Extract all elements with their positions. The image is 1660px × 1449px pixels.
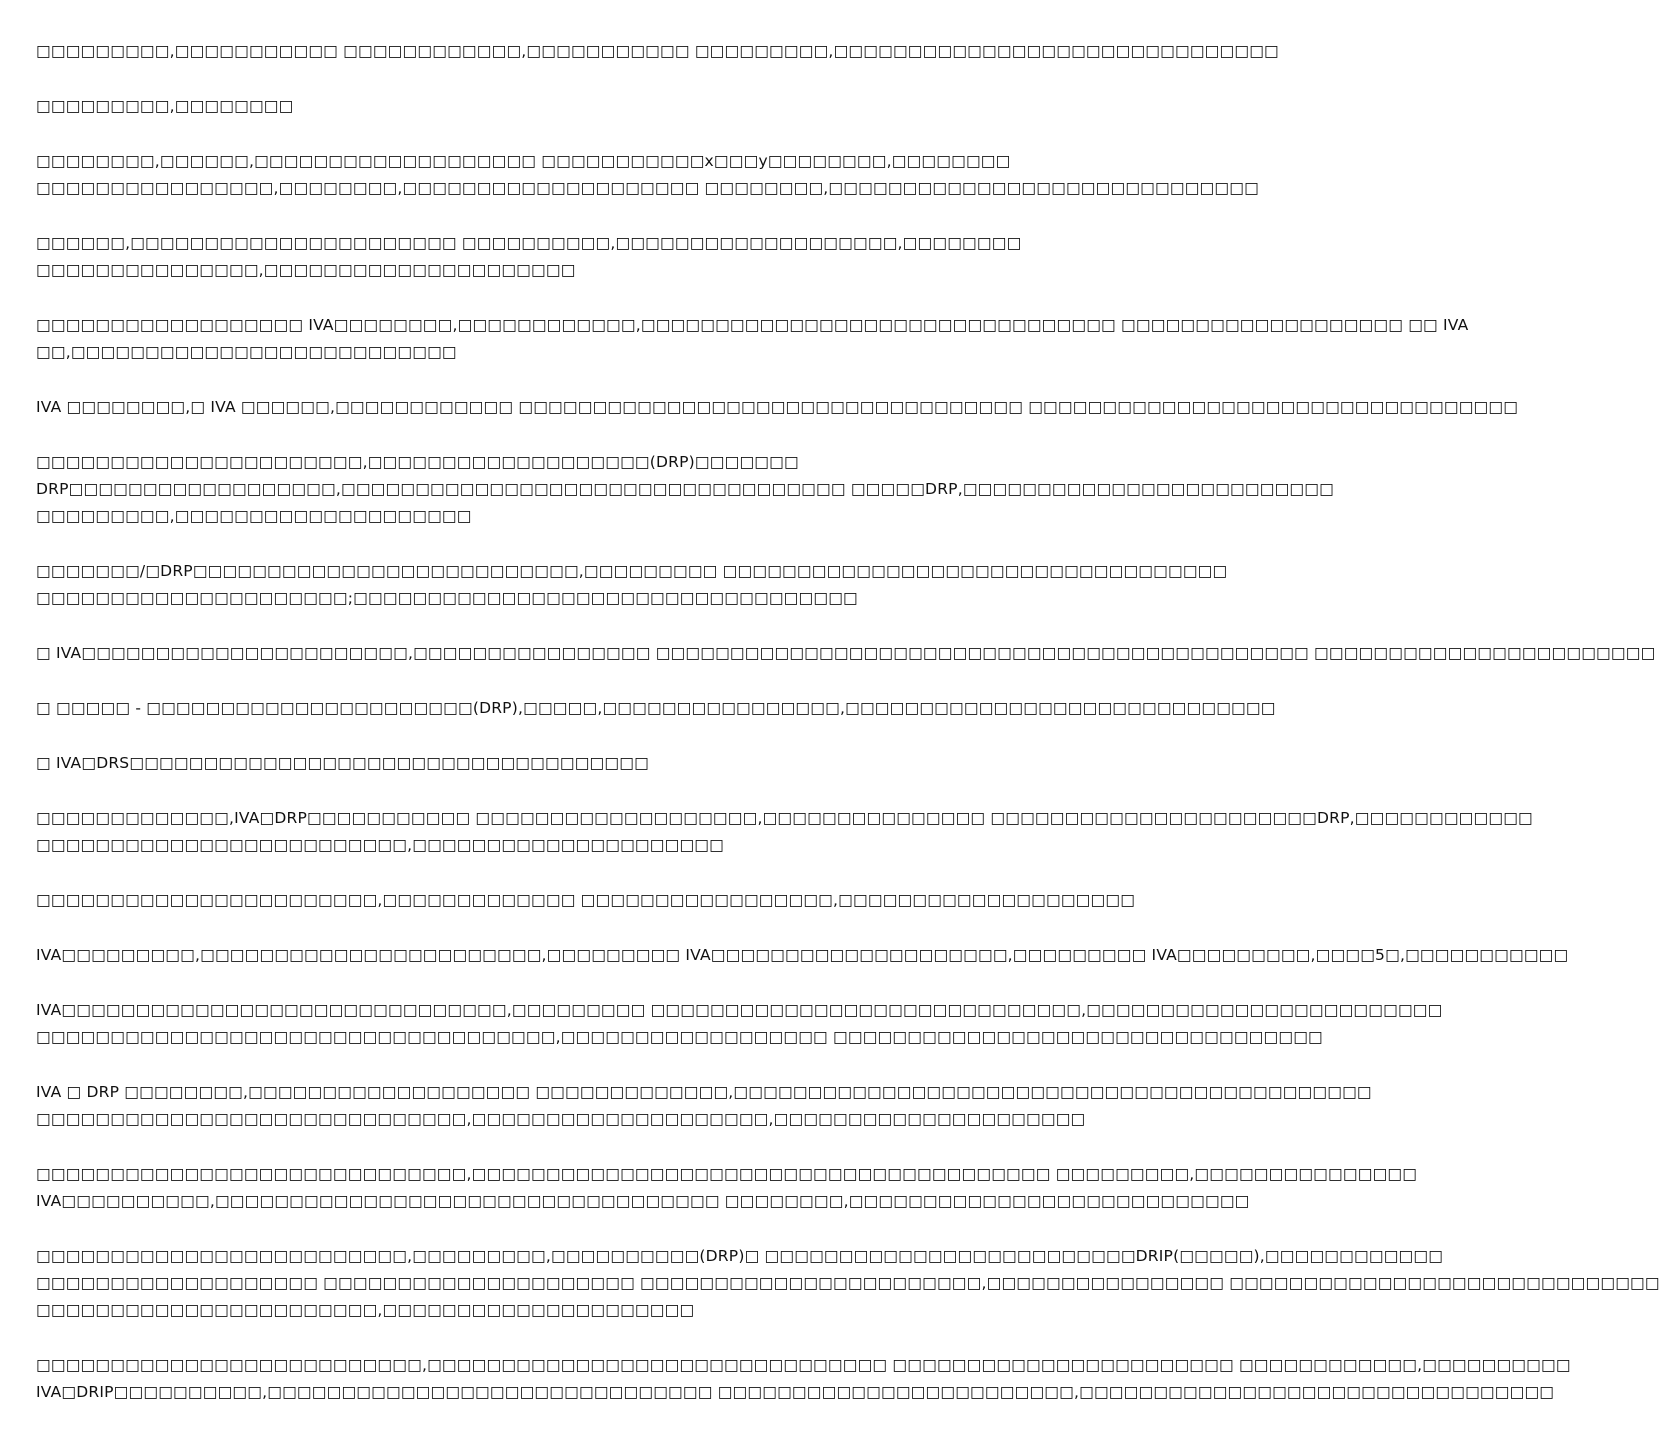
paragraph	[36, 1161, 1418, 1215]
paragraph	[36, 38, 1279, 65]
text-line: IVA □□□□□□□□,□ IVA □□□□□□,□□□□□□□□□□□□ □□□□□□□□□□□□□□□□□□□□□□□□□□□□□□□□□□ □□□□□□□□□□□□□□□□□□□□□□□□□□□□□□□□□	[36, 398, 1519, 416]
paragraph	[36, 230, 1022, 284]
text-line: □□□□□□□□□□□□□□□,□□□□□□□□□□□□□□□□□□□□□	[36, 261, 576, 279]
text-line: □□□□□□□□□□□□□□□□□□□□□□□□□□□□□,□□□□□□□□□□□□□□□□□□□□,□□□□□□□□□□□□□□□□□□□□□	[36, 1110, 1086, 1128]
paragraph	[36, 1352, 1571, 1406]
paragraph	[36, 887, 1136, 914]
text-line: □□□□□□□□□□□□□□□□□□□□□;□□□□□□□□□□□□□□□□□□□□□□□□□□□□□□□□□□	[36, 589, 858, 607]
paragraph	[36, 1079, 1372, 1133]
paragraph	[36, 640, 1656, 667]
text-line: IVA □ DRP □□□□□□□□,□□□□□□□□□□□□□□□□□□□ □□□□□□□□□□□□□,□□□□□□□□□□□□□□□□□□□□□□□□□□□□□□□□□□□□□□□□□□□	[36, 1083, 1372, 1101]
paragraph	[36, 394, 1519, 421]
text-line: □□□□□□□□□□□□□□□□□□□□□□,□□□□□□□□□□□□□□□□□□□(DRP)□□□□□□□	[36, 453, 799, 471]
text-line: □□□□□□□□□□□□□□□□□□□□□□□,□□□□□□□□□□□□□ □□□□□□□□□□□□□□□□□,□□□□□□□□□□□□□□□□□□□□	[36, 891, 1136, 909]
paragraph	[36, 805, 1533, 859]
paragraph	[36, 695, 1276, 722]
text-line: □□□□□□□□□□□□□□□□□□□□□□□,□□□□□□□□□□□□□□□□□□□□□	[36, 1301, 695, 1319]
text-line: □□□□□□□□□,□□□□□□□□□□□□□□□□□□□□	[36, 507, 472, 525]
text-line: □□,□□□□□□□□□□□□□□□□□□□□□□□□□□	[36, 343, 457, 361]
text-line: IVA□DRIP□□□□□□□□□□,□□□□□□□□□□□□□□□□□□□□□□□□□□□□□□ □□□□□□□□□□□□□□□□□□□□□□□□,□□□□□□□□□□□□□□□□□□□□□□□□□□□□□□□□	[36, 1383, 1555, 1401]
text-line: □□□□□□□□□□□□□□□□□□ IVA□□□□□□□□,□□□□□□□□□□□□,□□□□□□□□□□□□□□□□□□□□□□□□□□□□□□□□ □□□□□□□□□□□□□□□□□□□ □□ IVA	[36, 316, 1469, 334]
paragraph	[36, 1243, 1660, 1324]
text-line: □□□□□□□□□□□□□□□□,□□□□□□□□,□□□□□□□□□□□□□□□□□□□□ □□□□□□□□,□□□□□□□□□□□□□□□□□□□□□□□□□□□□□	[36, 179, 1259, 197]
text-line: □□□□□□□□□□□□□□□□□□□□□□□□□□□□□□□□□□□,□□□□□□□□□□□□□□□□□□ □□□□□□□□□□□□□□□□□□□□□□□□□□□□□□□□□	[36, 1028, 1323, 1046]
text-line: □□□□□□□□□□□□□□□□□□□□□□□□□,□□□□□□□□□,□□□□□□□□□□(DRP)□ □□□□□□□□□□□□□□□□□□□□□□□□□DRIP(□□□□□),□□□□□□□□□□□□	[36, 1247, 1444, 1265]
text-line: □□□□□□□/□DRP□□□□□□□□□□□□□□□□□□□□□□□□□□,□□□□□□□□□ □□□□□□□□□□□□□□□□□□□□□□□□□□□□□□□□□□	[36, 562, 1228, 580]
text-line: IVA□□□□□□□□□,□□□□□□□□□□□□□□□□□□□□□□□,□□□□□□□□□ IVA□□□□□□□□□□□□□□□□□□□□,□□□□□□□□□ IVA□□□□□□□□□,□□□□5□,□□□□□□□□□□□	[36, 946, 1569, 964]
text-line: □□□□□□□□□□□□□□□□□□□□□□□□□□,□□□□□□□□□□□□□□□□□□□□□□□□□□□□□□□ □□□□□□□□□□□□□□□□□□□□□□□ □□□□□□□□□□□□,□□□□□□□□□□	[36, 1356, 1571, 1374]
text-line: □□□□□□,□□□□□□□□□□□□□□□□□□□□□□ □□□□□□□□□□,□□□□□□□□□□□□□□□□□□□,□□□□□□□□	[36, 234, 1022, 252]
text-line: DRP□□□□□□□□□□□□□□□□□□,□□□□□□□□□□□□□□□□□□□□□□□□□□□□□□□□□□ □□□□□DRP,□□□□□□□□□□□□□□□□□□□□□□□□□	[36, 480, 1334, 498]
paragraph	[36, 997, 1443, 1051]
paragraph	[36, 449, 1334, 530]
text-line: □□□□□□□□□,□□□□□□□□	[36, 97, 294, 115]
text-line: □ IVA□DRS□□□□□□□□□□□□□□□□□□□□□□□□□□□□□□□□□□□	[36, 754, 649, 772]
text-line: □□□□□□□□□,□□□□□□□□□□□ □□□□□□□□□□□□,□□□□□□□□□□□ □□□□□□□□□,□□□□□□□□□□□□□□□□□□□□□□□□□□□□□□	[36, 42, 1279, 60]
paragraph	[36, 750, 988, 777]
paragraph	[36, 312, 1469, 366]
text-line: □□□□□□□□□□□□□□□□□□□ □□□□□□□□□□□□□□□□□□□□□ □□□□□□□□□□□□□□□□□□□□□□□,□□□□□□□□□□□□□□□□ □□□□□□□□□□□□□□□□□□□□□□□□□□□□□	[36, 1274, 1660, 1292]
text-line: □□□□□□□□,□□□□□□,□□□□□□□□□□□□□□□□□□□ □□□□□□□□□□□x□□□y□□□□□□□□,□□□□□□□□	[36, 152, 1011, 170]
text-line: IVA□□□□□□□□□□□□□□□□□□□□□□□□□□□□□□,□□□□□□□□□ □□□□□□□□□□□□□□□□□□□□□□□□□□□□□,□□□□□□□□□□□□□□□□□□□□□□□□	[36, 1001, 1443, 1019]
paragraph	[36, 942, 1569, 969]
text-line: □ □□□□□ - □□□□□□□□□□□□□□□□□□□□□□(DRP),□□□□□,□□□□□□□□□□□□□□□□,□□□□□□□□□□□□□□□□□□□□□□□□□□□□□	[36, 699, 1276, 717]
text-line: IVA□□□□□□□□□□,□□□□□□□□□□□□□□□□□□□□□□□□□□□□□□□□□□ □□□□□□□□,□□□□□□□□□□□□□□□□□□□□□□□□□□□	[36, 1192, 1250, 1210]
paragraph	[36, 148, 1259, 202]
paragraph	[36, 558, 1228, 612]
text-line: □□□□□□□□□□□□□□□□□□□□□□□□□□□□□,□□□□□□□□□□□□□□□□□□□□□□□□□□□□□□□□□□□□□□□ □□□□□□□□□,□□□□□□□□□□□□□□□	[36, 1165, 1418, 1183]
text-line: □□□□□□□□□□□□□,IVA□DRP□□□□□□□□□□□ □□□□□□□□□□□□□□□□□□□,□□□□□□□□□□□□□□□ □□□□□□□□□□□□□□□□□□□□□□DRP,□□□□□□□□□□□□	[36, 809, 1533, 827]
paragraph	[36, 93, 988, 120]
text-line: □ IVA□□□□□□□□□□□□□□□□□□□□□□,□□□□□□□□□□□□□□□□ □□□□□□□□□□□□□□□□□□□□□□□□□□□□□□□□□□□□□□□□□□□□ □□□□□□□□□□□□□□□□□□□□□□□	[36, 644, 1656, 662]
text-line: □□□□□□□□□□□□□□□□□□□□□□□□□,□□□□□□□□□□□□□□□□□□□□□	[36, 836, 724, 854]
